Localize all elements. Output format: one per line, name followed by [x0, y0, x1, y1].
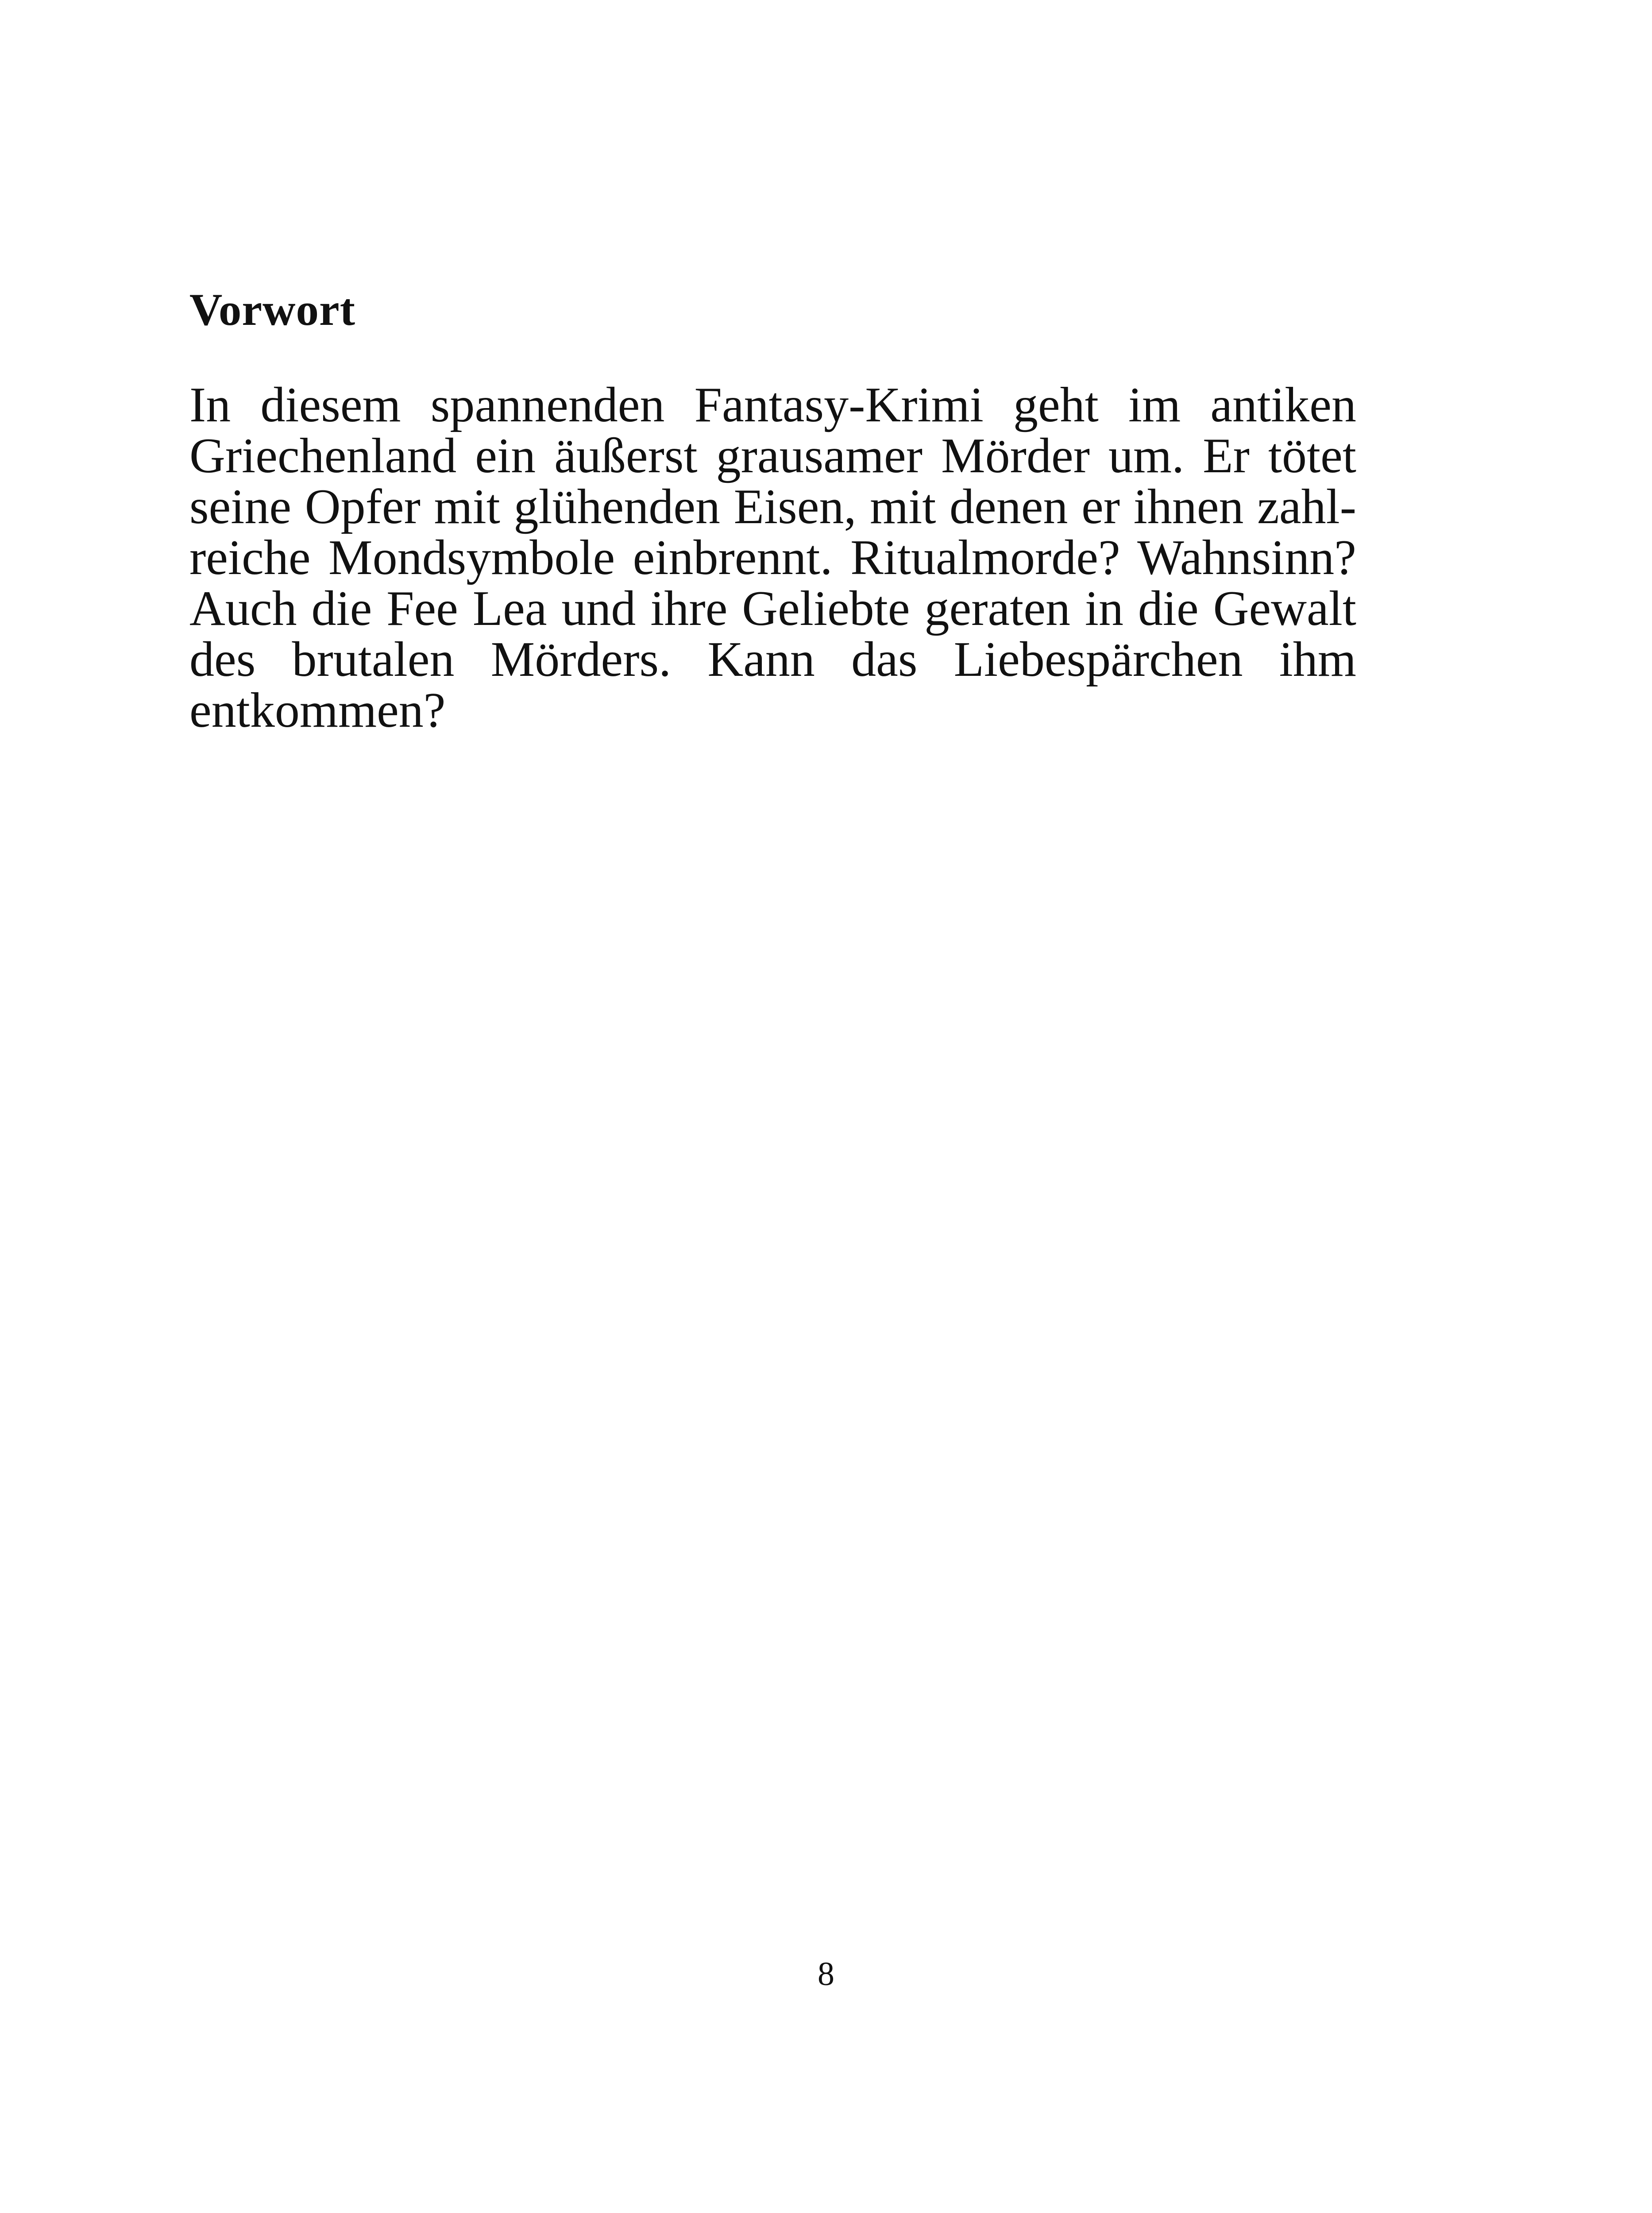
paragraph-line: reiche Mondsymbole einbrennt. Ritualmorde? Wahnsinn?: [189, 530, 1356, 585]
foreword-paragraph: [189, 380, 1356, 736]
paragraph-line: Griechenland ein äußerst grausamer Mörder um. Er tötet: [189, 428, 1356, 483]
page-number: 8: [818, 1955, 834, 1993]
paragraph-line: Auch die Fee Lea und ihre Geliebte geraten in die Gewalt: [189, 581, 1356, 636]
paragraph-line: entkommen?: [189, 683, 446, 738]
chapter-heading: Vorwort: [189, 285, 356, 335]
paragraph-line: In diesem spannenden Fantasy-Krimi geht im antiken: [189, 378, 1356, 432]
paragraph-line: seine Opfer mit glühenden Eisen, mit denen er ihnen zahl-: [189, 479, 1356, 534]
paragraph-line: des brutalen Mörders. Kann das Liebespärchen ihm: [189, 632, 1356, 687]
page-content: [189, 283, 1356, 736]
